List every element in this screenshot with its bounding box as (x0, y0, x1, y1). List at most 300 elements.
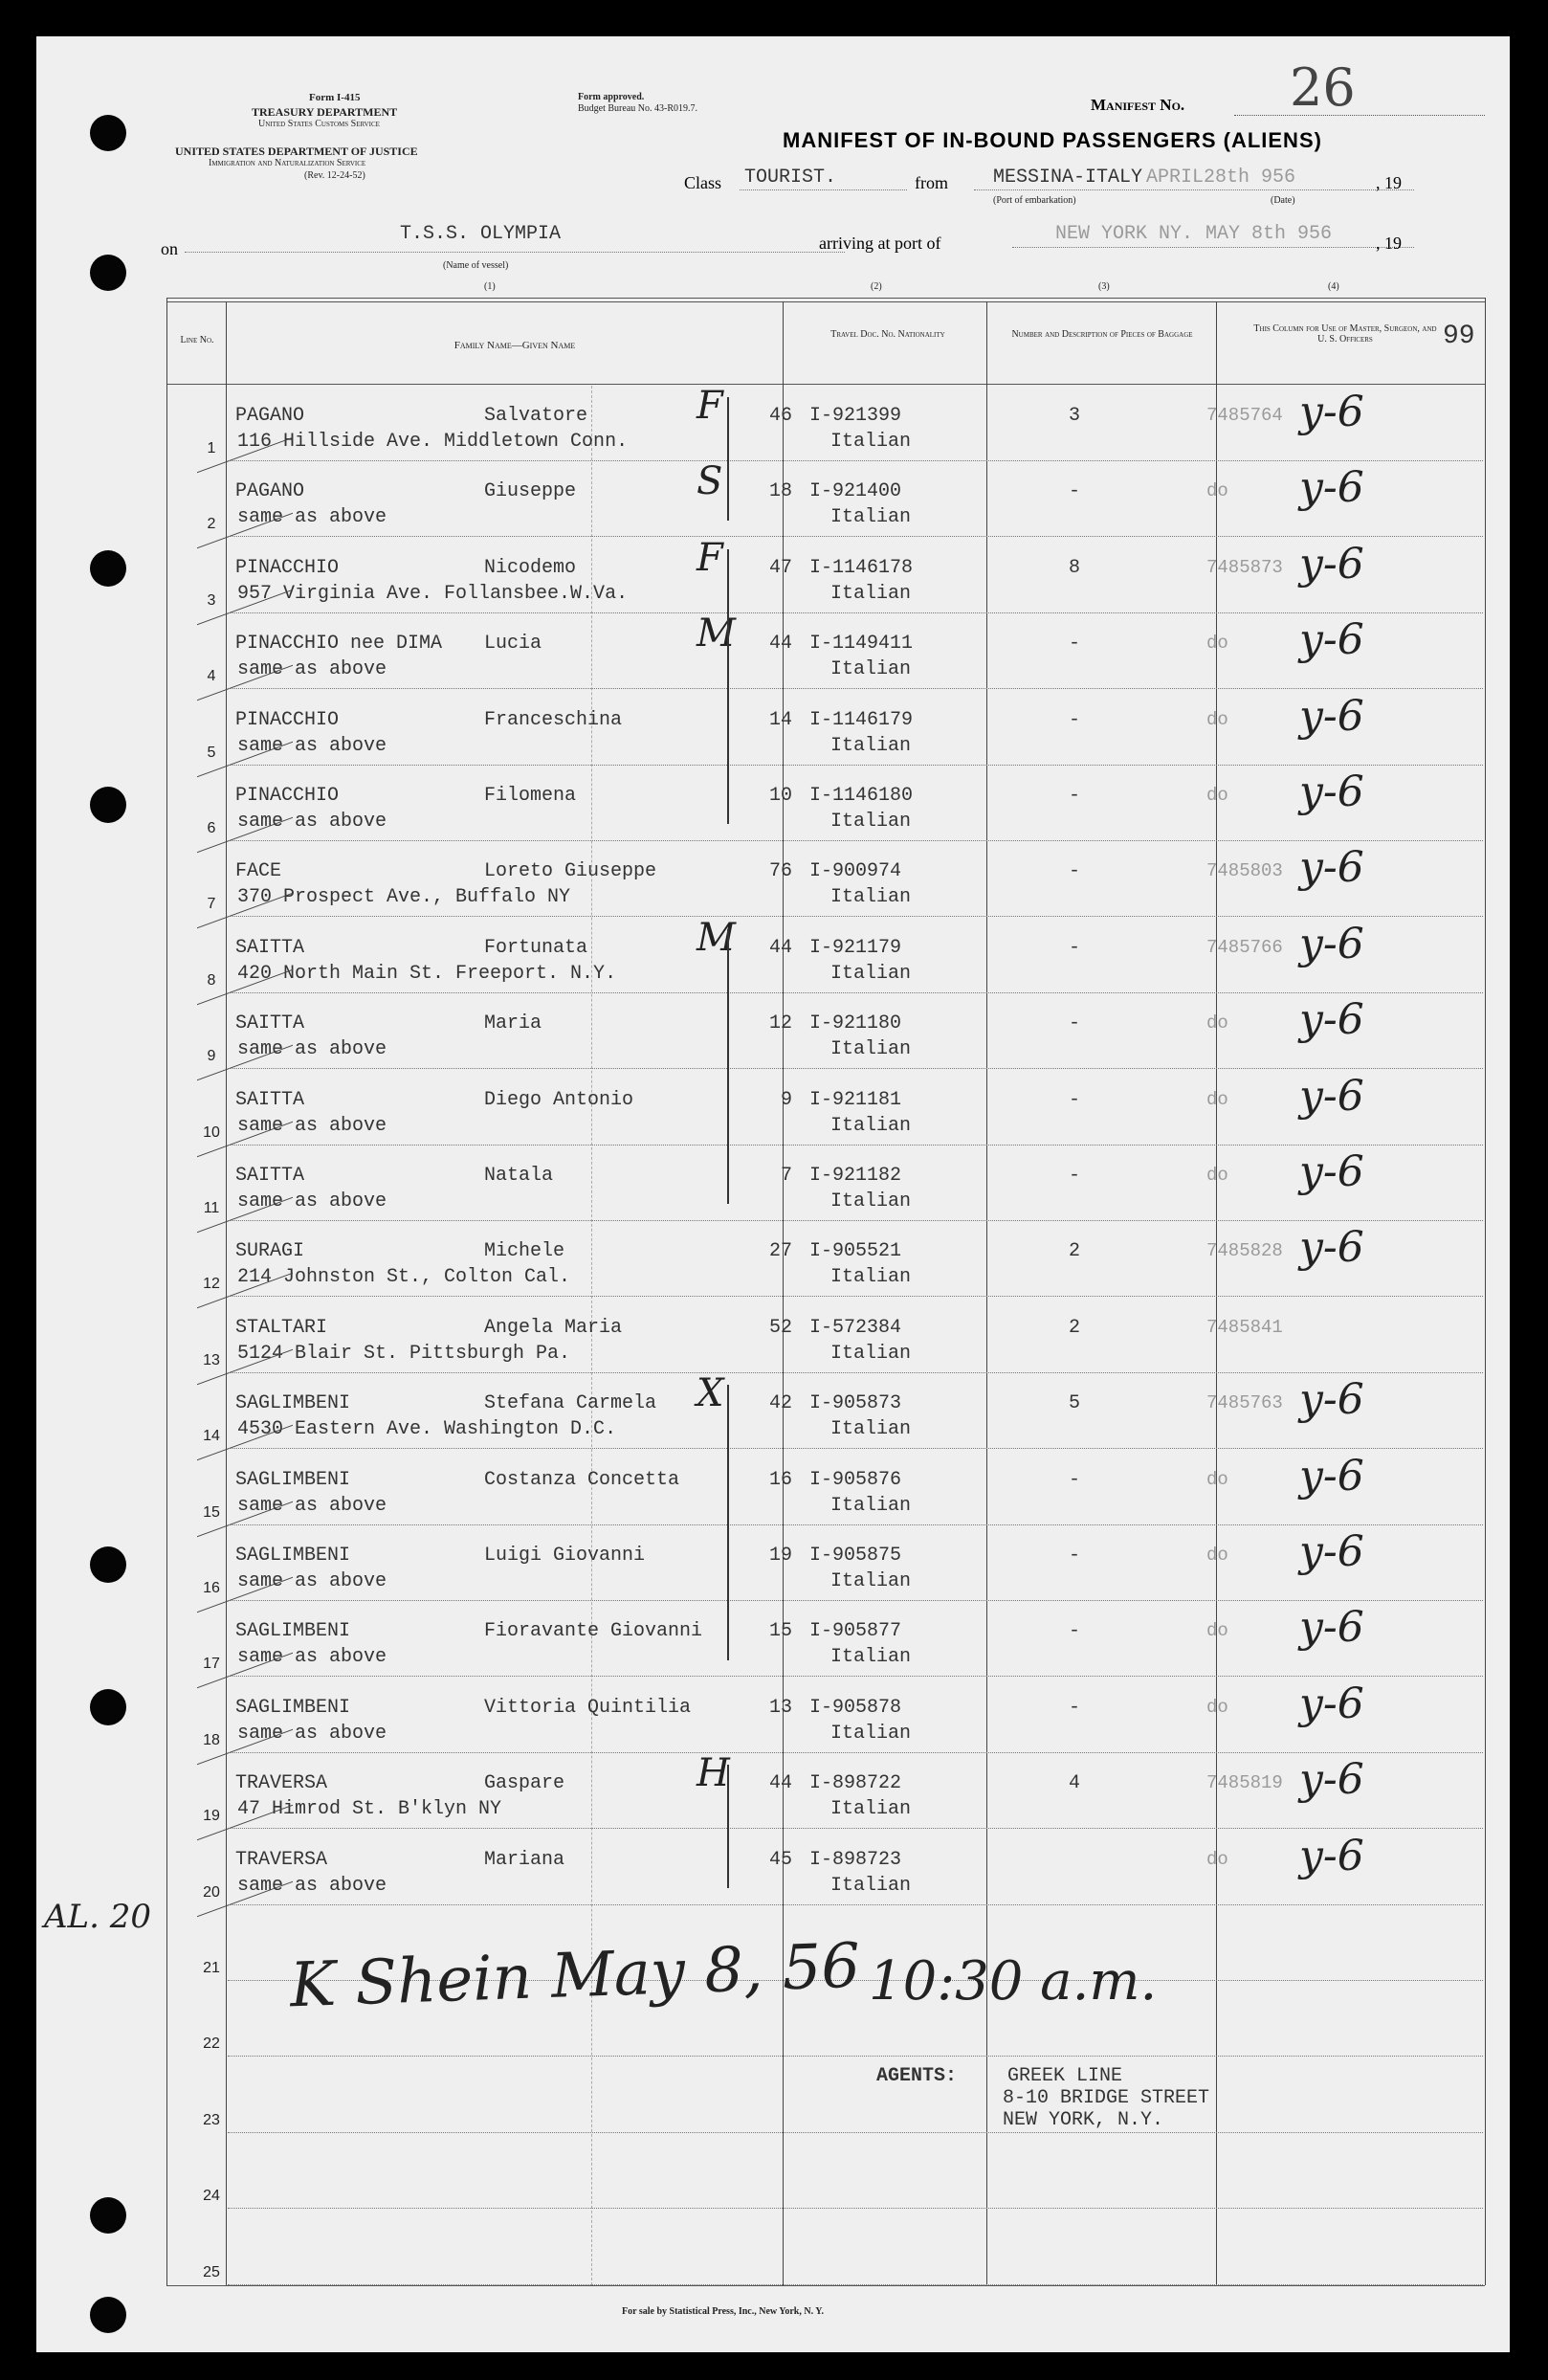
nationality: Italian (830, 734, 912, 757)
row-rule (228, 1828, 1483, 1829)
footer-printer: For sale by Statistical Press, Inc., New York, N. Y. (622, 2306, 825, 2317)
row-rule (228, 536, 1483, 537)
officer-check-mark: y-6 (1299, 1451, 1364, 1501)
given-name: Filomena (484, 785, 577, 807)
address: 214 Johnston St., Colton Cal. (237, 1266, 571, 1289)
officer-note: do (1206, 1165, 1228, 1186)
signature: K Shein May 8, 56 (288, 1930, 862, 2022)
given-name: Vittoria Quintilia (484, 1696, 692, 1719)
baggage-count: 2 (1068, 1316, 1080, 1339)
officer-note: 7485763 (1206, 1392, 1283, 1414)
line-number: 2 (207, 516, 216, 533)
table-row (36, 459, 1510, 540)
col-3-caption: (3) (1098, 281, 1110, 292)
line-number: 7 (207, 896, 216, 913)
manifest-number: 26 (1290, 57, 1356, 118)
row-rule (228, 1904, 1483, 1905)
nationality: Italian (830, 1038, 912, 1061)
table-row (36, 2059, 1510, 2136)
check-stroke (197, 1672, 293, 1765)
address: 370 Prospect Ave., Buffalo NY (237, 886, 571, 909)
address: same as above (237, 811, 387, 833)
check-stroke (197, 608, 293, 701)
baggage-count: - (1068, 1620, 1080, 1643)
travel-doc-number: I-1149411 (809, 633, 914, 656)
arrival-port: NEW YORK NY. (1055, 223, 1194, 245)
travel-doc-number: I-1146178 (809, 556, 914, 579)
officer-note: do (1206, 785, 1228, 806)
form-approved: Form approved. (578, 92, 645, 102)
row-rule (228, 1145, 1483, 1146)
nationality: Italian (830, 582, 912, 605)
officer-note: do (1206, 708, 1228, 730)
header-name: Family Name—Given Name (453, 340, 576, 351)
family-name: PAGANO (235, 480, 305, 503)
check-stroke (197, 380, 293, 473)
age: 76 (768, 860, 792, 883)
row-rule (228, 765, 1483, 766)
family-name: SAGLIMBENI (235, 1468, 351, 1491)
nationality: Italian (830, 506, 912, 529)
manifest-title: MANIFEST OF IN-BOUND PASSENGERS (ALIENS) (783, 128, 1322, 152)
given-name: Franceschina (484, 708, 623, 731)
officer-check-mark: y-6 (1299, 691, 1364, 741)
nationality: Italian (830, 658, 912, 681)
given-name: Salvatore (484, 405, 588, 427)
family-name: PINACCHIO (235, 708, 340, 731)
age: 9 (780, 1088, 792, 1111)
row-rule (228, 1296, 1483, 1297)
officer-note: do (1206, 1848, 1228, 1870)
sex-mark: M (697, 612, 736, 656)
travel-doc-number: I-921182 (809, 1165, 902, 1187)
agent-address-2: NEW YORK, N.Y. (1003, 2109, 1164, 2131)
family-name: SAGLIMBENI (235, 1696, 351, 1719)
punch-hole (90, 787, 126, 823)
given-name: Michele (484, 1240, 565, 1263)
nationality: Italian (830, 1570, 912, 1592)
table-row (36, 1751, 1510, 1832)
family-bracket (727, 1765, 729, 1888)
given-name: Fortunata (484, 936, 588, 959)
sex-mark: F (697, 384, 723, 428)
line-number: 8 (207, 971, 216, 989)
nationality: Italian (830, 1798, 912, 1821)
line-number: 9 (207, 1048, 216, 1065)
given-name: Lucia (484, 633, 542, 656)
line-number: 22 (203, 2035, 220, 2053)
officer-check-mark: y-6 (1299, 388, 1364, 436)
row-rule (228, 2284, 1483, 2285)
nationality: Italian (830, 1874, 912, 1897)
punch-hole (90, 2197, 126, 2234)
table-row (36, 2135, 1510, 2212)
address: same as above (237, 1494, 387, 1517)
from-label: from (915, 173, 948, 192)
sex-mark: X (697, 1371, 724, 1416)
check-stroke (197, 1520, 293, 1613)
row-rule (228, 2208, 1483, 2209)
manifest-page (36, 36, 1510, 2352)
nationality: Italian (830, 1114, 912, 1137)
address: 116 Hillside Ave. Middletown Conn. (237, 431, 629, 453)
line-number: 15 (203, 1503, 220, 1521)
table-row (36, 1300, 1510, 1376)
given-name: Natala (484, 1165, 554, 1187)
table-row (36, 843, 1510, 920)
baggage-count: - (1068, 1545, 1080, 1567)
vessel-name: T.S.S. OLYMPIA (400, 223, 562, 245)
travel-doc-number: I-921399 (809, 405, 902, 427)
class-value: TOURIST. (744, 167, 837, 189)
check-stroke (197, 1823, 293, 1916)
justice-dept: UNITED STATES DEPARTMENT OF JUSTICE (175, 145, 418, 158)
officer-check-mark: y-6 (1299, 843, 1364, 893)
punch-hole (90, 255, 126, 291)
baggage-count: - (1068, 1165, 1080, 1187)
table-row (36, 1072, 1510, 1148)
officer-note: do (1206, 1088, 1228, 1110)
year-prefix-2: , 19 (1376, 234, 1402, 253)
punch-hole (90, 550, 126, 587)
header-travel-doc: Travel Doc. No. Nationality (830, 329, 945, 340)
family-name: SAGLIMBENI (235, 1545, 351, 1567)
check-stroke (197, 456, 293, 548)
given-name: Nicodemo (484, 556, 577, 579)
given-name: Diego Antonio (484, 1088, 634, 1111)
row-rule (228, 460, 1483, 461)
family-bracket (727, 1385, 729, 1660)
address: 5124 Blair St. Pittsburgh Pa. (237, 1342, 571, 1365)
baggage-count: - (1068, 708, 1080, 731)
table-row (36, 1371, 1510, 1452)
rev-date: (Rev. 12-24-52) (304, 170, 365, 181)
officer-check-mark: y-6 (1299, 463, 1364, 513)
age: 7 (780, 1165, 792, 1187)
travel-doc-number: I-905878 (809, 1696, 902, 1719)
given-name: Fioravante Giovanni (484, 1620, 703, 1643)
officer-note: 7485766 (1206, 936, 1283, 958)
check-stroke (197, 835, 293, 928)
officer-note: do (1206, 1696, 1228, 1718)
table-row (36, 1452, 1510, 1528)
table-row (36, 1679, 1510, 1756)
address: same as above (237, 1570, 387, 1592)
age: 44 (768, 1772, 792, 1795)
officer-check-mark: y-6 (1299, 539, 1364, 589)
address: same as above (237, 658, 387, 681)
age: 16 (768, 1468, 792, 1491)
line-number: 5 (207, 744, 216, 761)
officer-check-mark: y-6 (1299, 1223, 1364, 1273)
officer-note: 7485764 (1206, 405, 1283, 426)
given-name: Maria (484, 1012, 542, 1035)
row-rule (228, 2056, 1483, 2057)
travel-doc-number: I-905875 (809, 1545, 902, 1567)
row-rule (228, 2132, 1483, 2133)
row-rule (228, 1600, 1483, 1601)
family-bracket (727, 549, 729, 825)
family-bracket (727, 929, 729, 1205)
line-number: 20 (203, 1883, 220, 1901)
treasury-dept: TREASURY DEPARTMENT (252, 105, 398, 119)
family-name: TRAVERSA (235, 1772, 328, 1795)
punch-hole (90, 2297, 126, 2333)
baggage-count: 4 (1068, 1772, 1080, 1795)
nationality: Italian (830, 1494, 912, 1517)
line-number: 10 (203, 1123, 220, 1141)
row-rule (228, 1752, 1483, 1753)
table-row (36, 612, 1510, 692)
travel-doc-number: I-572384 (809, 1316, 902, 1339)
officer-check-mark: y-6 (1299, 995, 1364, 1045)
officer-note: 7485841 (1206, 1316, 1283, 1338)
table-row (36, 915, 1510, 996)
address: same as above (237, 1190, 387, 1212)
line-number: 14 (203, 1428, 220, 1445)
check-stroke (197, 1063, 293, 1156)
officer-check-mark: y-6 (1299, 1071, 1364, 1121)
line-number: 16 (203, 1580, 220, 1596)
address: same as above (237, 1722, 387, 1745)
check-stroke (197, 532, 293, 625)
col-4-caption: (4) (1328, 281, 1339, 292)
sex-mark: H (697, 1751, 730, 1796)
age: 13 (768, 1696, 792, 1719)
officer-check-mark: y-6 (1299, 767, 1364, 816)
travel-doc-number: I-905521 (809, 1240, 902, 1263)
nationality: Italian (830, 886, 912, 909)
line-number: 12 (203, 1276, 220, 1293)
arrival-time: 10:30 a.m. (869, 1950, 1158, 2013)
margin-note: AL. 20 (44, 1898, 152, 1936)
embark-date: APRIL28th 956 (1146, 167, 1296, 189)
travel-doc-number: I-1146180 (809, 785, 914, 807)
line-number: 17 (203, 1656, 220, 1673)
row-rule (228, 1676, 1483, 1677)
family-name: PINACCHIO nee DIMA (235, 633, 443, 656)
family-name: PAGANO (235, 405, 305, 427)
header-baggage: Number and Description of Pieces of Baggage (1011, 329, 1193, 340)
address: same as above (237, 506, 387, 529)
line-number: 11 (203, 1200, 220, 1216)
officer-note: 7485819 (1206, 1772, 1283, 1794)
row-rule (228, 992, 1483, 993)
given-name: Luigi Giovanni (484, 1545, 646, 1567)
row-rule (228, 840, 1483, 841)
family-name: TRAVERSA (235, 1848, 328, 1871)
line-number: 4 (207, 668, 216, 685)
line-number: 24 (203, 2188, 220, 2205)
sex-mark: M (697, 915, 736, 960)
officer-note: 7485873 (1206, 556, 1283, 578)
line-number: 1 (207, 440, 216, 456)
age: 15 (768, 1620, 792, 1643)
age: 27 (768, 1240, 792, 1263)
travel-doc-number: I-898722 (809, 1772, 902, 1795)
table-row (36, 1223, 1510, 1300)
class-label: Class (684, 173, 722, 192)
baggage-count: - (1068, 1012, 1080, 1035)
travel-doc-number: I-905877 (809, 1620, 902, 1643)
baggage-count: - (1068, 1468, 1080, 1491)
line-number: 18 (203, 1731, 220, 1748)
arriving-label: arriving at port of (819, 234, 941, 253)
nationality: Italian (830, 1266, 912, 1289)
age: 10 (768, 785, 792, 807)
punch-hole (90, 1689, 126, 1725)
officer-note: 7485828 (1206, 1240, 1283, 1262)
check-stroke (197, 1215, 293, 1308)
age: 14 (768, 708, 792, 731)
age: 44 (768, 936, 792, 959)
address: 420 North Main St. Freeport. N.Y. (237, 962, 617, 985)
family-name: SAITTA (235, 1012, 305, 1035)
line-number: 23 (203, 2111, 220, 2128)
budget-bureau: Budget Bureau No. 43-R019.7. (578, 103, 697, 114)
baggage-count: 5 (1068, 1392, 1080, 1415)
given-name: Costanza Concetta (484, 1468, 680, 1491)
ins-service: Immigration and Naturalization Service (209, 158, 366, 168)
baggage-count: - (1068, 860, 1080, 883)
row-rule (228, 1068, 1483, 1069)
sex-mark: F (697, 535, 723, 580)
age: 44 (768, 633, 792, 656)
family-name: STALTARI (235, 1316, 328, 1339)
line-number: 25 (203, 2263, 220, 2280)
line-number: 6 (207, 820, 216, 836)
nationality: Italian (830, 962, 912, 985)
row-rule (228, 1372, 1483, 1373)
officer-check-mark: y-6 (1299, 919, 1364, 968)
age: 18 (768, 480, 792, 503)
baggage-count: - (1068, 480, 1080, 503)
given-name: Gaspare (484, 1772, 565, 1795)
officer-note: do (1206, 1620, 1228, 1642)
page-mark: 99 (1443, 322, 1475, 351)
on-label: on (161, 239, 178, 258)
header-officers: This Column for Use of Master, Surgeon, and U. S. Officers (1253, 323, 1437, 345)
nationality: Italian (830, 1418, 912, 1441)
row-rule (228, 1220, 1483, 1221)
address: same as above (237, 1646, 387, 1669)
baggage-count: - (1068, 936, 1080, 959)
table-row (36, 1603, 1510, 1679)
age: 52 (768, 1316, 792, 1339)
punch-hole (90, 115, 126, 151)
travel-doc-number: I-1146179 (809, 708, 914, 731)
address: 957 Virginia Ave. Follansbee.W.Va. (237, 582, 629, 605)
table-row (36, 1832, 1510, 1908)
travel-doc-number: I-921179 (809, 936, 902, 959)
line-number: 3 (207, 591, 216, 609)
line-number: 21 (203, 1960, 220, 1976)
check-stroke (197, 683, 293, 776)
check-stroke (197, 1747, 293, 1840)
given-name: Angela Maria (484, 1316, 623, 1339)
family-name: PINACCHIO (235, 556, 340, 579)
age: 12 (768, 1012, 792, 1035)
row-rule (228, 916, 1483, 917)
family-name: SAITTA (235, 936, 305, 959)
address: same as above (237, 734, 387, 757)
year-prefix-1: , 19 (1376, 173, 1402, 192)
table-row (36, 384, 1510, 464)
nationality: Italian (830, 811, 912, 833)
row-rule (228, 1524, 1483, 1525)
line-number: 13 (203, 1351, 220, 1368)
travel-doc-number: I-921181 (809, 1088, 902, 1111)
age: 47 (768, 556, 792, 579)
table-row (36, 1147, 1510, 1224)
table-row (36, 692, 1510, 768)
col-1-caption: (1) (484, 281, 496, 292)
col-2-caption: (2) (871, 281, 882, 292)
check-stroke (197, 1368, 293, 1460)
age: 46 (768, 405, 792, 427)
officer-check-mark: y-6 (1299, 615, 1364, 665)
travel-doc-number: I-905876 (809, 1468, 902, 1491)
officer-check-mark: y-6 (1299, 1831, 1364, 1880)
family-name: SURAGI (235, 1240, 305, 1263)
table-row (36, 2212, 1510, 2288)
date-caption: (Date) (1271, 195, 1295, 206)
address: 4530 Eastern Ave. Washington D.C. (237, 1418, 617, 1441)
row-rule (228, 612, 1483, 613)
row-rule (228, 1448, 1483, 1449)
port-caption: (Port of embarkation) (993, 195, 1076, 206)
row-rule (228, 688, 1483, 689)
travel-doc-number: I-905873 (809, 1392, 902, 1415)
baggage-count: 2 (1068, 1240, 1080, 1263)
baggage-count: - (1068, 633, 1080, 656)
given-name: Stefana Carmela (484, 1392, 657, 1415)
customs-service: United States Customs Service (258, 119, 380, 129)
officer-note: do (1206, 1012, 1228, 1034)
nationality: Italian (830, 1722, 912, 1745)
family-name: SAITTA (235, 1165, 305, 1187)
check-stroke (197, 912, 293, 1005)
baggage-count: 3 (1068, 405, 1080, 427)
family-name: SAGLIMBENI (235, 1620, 351, 1643)
check-stroke (197, 1292, 293, 1385)
table-row (36, 1527, 1510, 1604)
address: same as above (237, 1874, 387, 1897)
officer-note: do (1206, 1545, 1228, 1566)
family-name: SAGLIMBENI (235, 1392, 351, 1415)
port-embarkation: MESSINA-ITALY (993, 167, 1143, 189)
officer-check-mark: y-6 (1299, 1755, 1364, 1805)
officer-check-mark: y-6 (1299, 1527, 1364, 1576)
age: 19 (768, 1545, 792, 1567)
nationality: Italian (830, 1190, 912, 1212)
manifest-label: Manifest No. (1091, 96, 1185, 114)
travel-doc-number: I-898723 (809, 1848, 902, 1871)
agents-label: AGENTS: (876, 2065, 958, 2087)
check-stroke (197, 760, 293, 853)
age: 42 (768, 1392, 792, 1415)
nationality: Italian (830, 1342, 912, 1365)
officer-note: do (1206, 480, 1228, 502)
travel-doc-number: I-921400 (809, 480, 902, 503)
table-row (36, 995, 1510, 1072)
officer-check-mark: y-6 (1299, 1603, 1364, 1653)
sex-mark: S (697, 459, 723, 504)
form-number: Form I-415 (309, 92, 361, 103)
officer-note: do (1206, 1468, 1228, 1490)
baggage-count: - (1068, 785, 1080, 807)
address: 47 Himrod St. B'klyn NY (237, 1798, 502, 1821)
